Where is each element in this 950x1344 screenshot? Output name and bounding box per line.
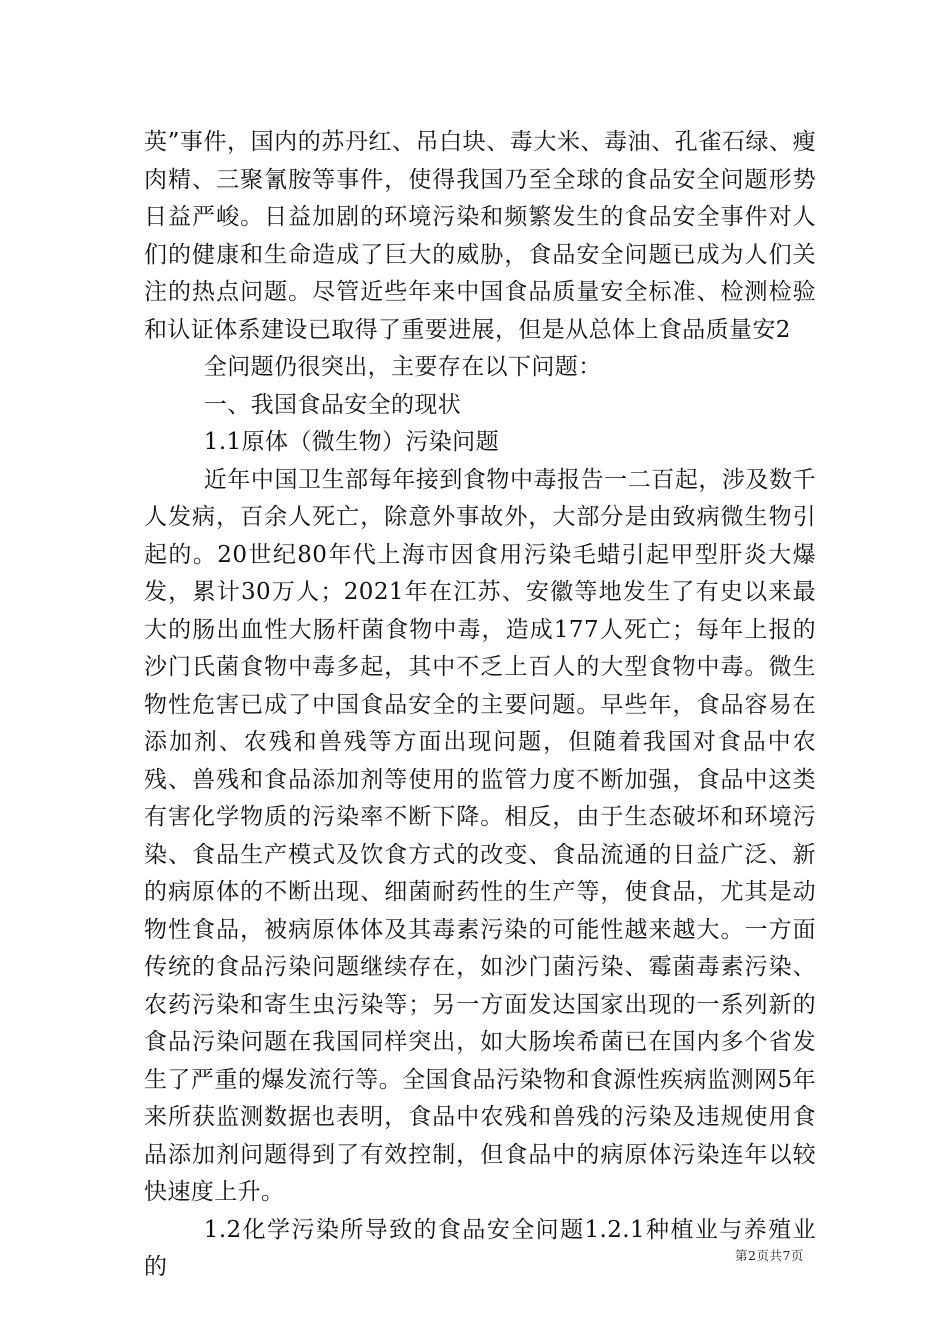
paragraph-continued-text: 英”事件，国内的苏丹红、吊白块、毒大米、毒油、孔雀石绿、瘦肉精、三聚氰胺等事件，使得我国乃至全球的食品安全问题形势日益严峻。日益加剧的环境污染和频繁发生的食品安全事件对人们的健康和生命造成了巨大的威胁，食品安全问题已成为人们关注的热点问题。尽管近些年来中国食品质量安全标准、检测检验和认证体系建设已取得了重要进展，但是从总体上食品质量安2 <box>144 129 816 343</box>
paragraph-microbial-contamination: 近年中国卫生部每年接到食物中毒报告一二百起，涉及数千人发病，百余人死亡，除意外事故外，大部分是由致病微生物引起的。20世纪80年代上海市因食用污染毛蜡引起甲型肝炎大爆发，累计30万人；2021年在江苏、安徽等地发生了有史以来最大的肠出血性大肠杆菌食物中毒，造成177人死亡；每年上报的沙门氏菌食物中毒多起，其中不乏上百人的大型食物中毒。微生物性危害已成了中国食品安全的主要问题。早些年，食品容易在添加剂、农残和兽残等方面出现问题，但随着我国对食品中农残、兽残和食品添加剂等使用的监管力度不断加强，食品中这类有害化学物质的污染率不断下降。相反，由于生态破坏和环境污染、食品生产模式及饮食方式的改变、食品流通的日益广泛、新的病原体的不断出现、细菌耐药性的生产等，使食品，尤其是动物性食品，被病原体体及其毒素污染的可能性越来越大。一方面传统的食品污染问题继续存在，如沙门菌污染、霉菌毒素污染、农药污染和寄生虫污染等；另一方面发达国家出现的一系列新的食品污染问题在我国同样突出，如大肠埃希菌已在国内多个省发生了严重的爆发流行等。全国食品污染物和食源性疾病监测网5年来所获监测数据也表明，食品中农残和兽残的污染及违规使用食品添加剂问题得到了有效控制，但食品中的病原体污染连年以较快速度上升。 <box>144 466 816 1205</box>
page-number-footer: 第2页共7页 <box>735 1248 804 1263</box>
subsection-heading-1-1: 1.1原体（微生物）污染问题 <box>203 429 499 455</box>
section-heading-current-status: 一、我国食品安全的现状 <box>203 391 462 418</box>
document-body <box>144 124 816 1287</box>
subsection-heading-1-2: 1.2化学污染所导致的食品安全问题1.2.1种植业与养殖业的 <box>144 1216 816 1280</box>
paragraph-problem-intro: 全问题仍很突出，主要存在以下问题： <box>203 354 602 380</box>
